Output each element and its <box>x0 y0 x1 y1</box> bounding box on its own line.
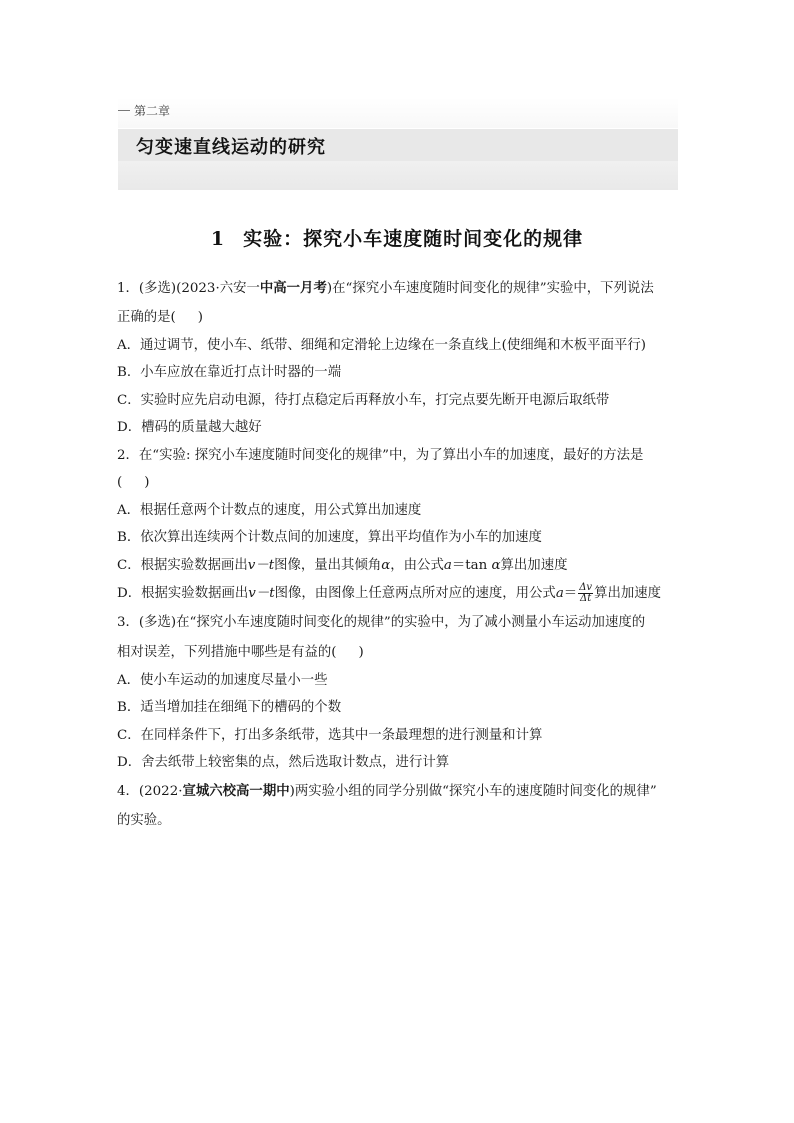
question-1-stem-close: ) <box>197 310 204 325</box>
question-3-stem-line-1 <box>117 613 679 643</box>
option-c-formula-tan: ＝tan <box>451 557 488 573</box>
option-d-text-1: D．根据实验数据画出 <box>117 586 249 601</box>
chapter-label: 第二章 <box>134 104 171 118</box>
section-number: 1 <box>210 228 226 250</box>
fraction-denominator: Δt <box>580 593 592 604</box>
question-2-stem-text: 在“实验: 探究小车速度随时间变化的规律”中，为了算出小车的加速度，最好的方法是 <box>138 447 644 463</box>
question-1-stem-text: )在“探究小车速度随时间变化的规律”实验中，下列说法 <box>326 281 654 296</box>
chapter-rule <box>118 110 130 111</box>
question-1-option-c: C．实验时应先启动电源，待打点稳定后再释放小车，打完点要先断开电源后取纸带 <box>117 392 610 408</box>
question-3-option-c: C．在同样条件下，打出多条纸带，选其中一条最理想的进行测量和计算 <box>117 727 543 743</box>
question-content <box>117 278 679 838</box>
question-3-stem-text: (多选)在“探究小车速度随时间变化的规律”的实验中，为了减小测量小车运动加速度的 <box>138 615 646 630</box>
question-3-number: 3． <box>117 615 139 630</box>
question-2-option-c <box>117 556 679 584</box>
question-3-stem-end: 相对误差，下列措施中哪些是有益的( <box>117 645 337 660</box>
section-title-text: 实验：探究小车速度随时间变化的规律 <box>243 228 584 250</box>
option-c-text-4: 算出加速度 <box>500 557 568 573</box>
question-3-stem-line-2 <box>117 643 679 671</box>
fraction-numerator: Δv <box>579 582 593 593</box>
option-d-text-2: 图像，由图像上任意两点所对应的速度，用公式 <box>274 586 556 601</box>
question-1-source-bold: 中高一月考 <box>259 280 327 296</box>
question-1-stem-end: 正确的是( <box>117 310 176 325</box>
question-2-number: 2． <box>117 447 139 463</box>
question-2-stem-open: ( <box>117 475 123 490</box>
option-d-formula-eq: ＝ <box>563 586 578 601</box>
question-3-option-a: A．使小车运动的加速度尽量小一些 <box>117 672 328 688</box>
option-c-formula-alpha: α <box>491 557 501 573</box>
question-4-stem-line-1 <box>117 781 679 811</box>
question-1-source-prefix: (多选)(2023·六安一 <box>138 281 260 296</box>
question-2-stem-line-1 <box>117 446 679 474</box>
option-c-text-2: 图像，量出其倾角 <box>274 557 382 573</box>
option-c-text-1: C．根据实验数据画出 <box>117 557 248 573</box>
option-c-formula-a: a <box>443 557 452 573</box>
option-d-formula-a: a <box>555 586 564 601</box>
chapter-banner <box>118 98 678 190</box>
question-2-stem-line-2 <box>117 473 679 501</box>
question-1-option-b: B．小车应放在靠近打点计时器的一端 <box>117 365 342 380</box>
section-title <box>0 224 794 251</box>
chapter-title: 匀变速直线运动的研究 <box>136 137 326 158</box>
question-4-stem-text: )两实验小组的同学分别做“探究小车的速度随时间变化的规律” <box>289 783 657 799</box>
question-4-source-prefix: (2022· <box>138 783 183 799</box>
option-d-vt: v－t <box>248 586 275 601</box>
question-4-number: 4． <box>117 783 139 799</box>
question-2-option-a: A．根据任意两个计数点的速度，用公式算出加速度 <box>117 502 422 518</box>
question-2-option-d <box>117 583 679 613</box>
question-1-stem-line-1 <box>117 278 679 308</box>
option-c-text-3: ，由公式 <box>390 557 444 573</box>
question-3-option-d: D．舍去纸带上较密集的点，然后选取计数点，进行计算 <box>117 755 450 770</box>
question-3-stem-close: ) <box>358 645 364 660</box>
question-1-number: 1． <box>117 281 139 296</box>
question-2-stem-close: ) <box>144 475 150 490</box>
option-c-vt: v－t <box>247 557 275 573</box>
question-1-option-d: D．槽码的质量越大越好 <box>117 420 262 435</box>
question-1-option-a: A．通过调节，使小车、纸带、细绳和定滑轮上边缘在一条直线上(使细绳和木板平面平行) <box>117 337 646 353</box>
question-1-stem-line-2 <box>117 308 679 336</box>
option-c-alpha: α <box>381 557 391 573</box>
fraction-formula <box>578 583 593 604</box>
option-d-text-3: 算出加速度 <box>594 586 662 601</box>
question-4-stem-line-2: 的实验。 <box>117 812 171 828</box>
question-4-source-bold: 宣城六校高一期中 <box>182 782 290 799</box>
chapter-title-bar <box>118 128 678 161</box>
question-3-option-b: B．适当增加挂在细绳下的槽码的个数 <box>117 700 342 715</box>
question-2-option-b: B．依次算出连续两个计数点间的加速度，算出平均值作为小车的加速度 <box>117 530 542 545</box>
